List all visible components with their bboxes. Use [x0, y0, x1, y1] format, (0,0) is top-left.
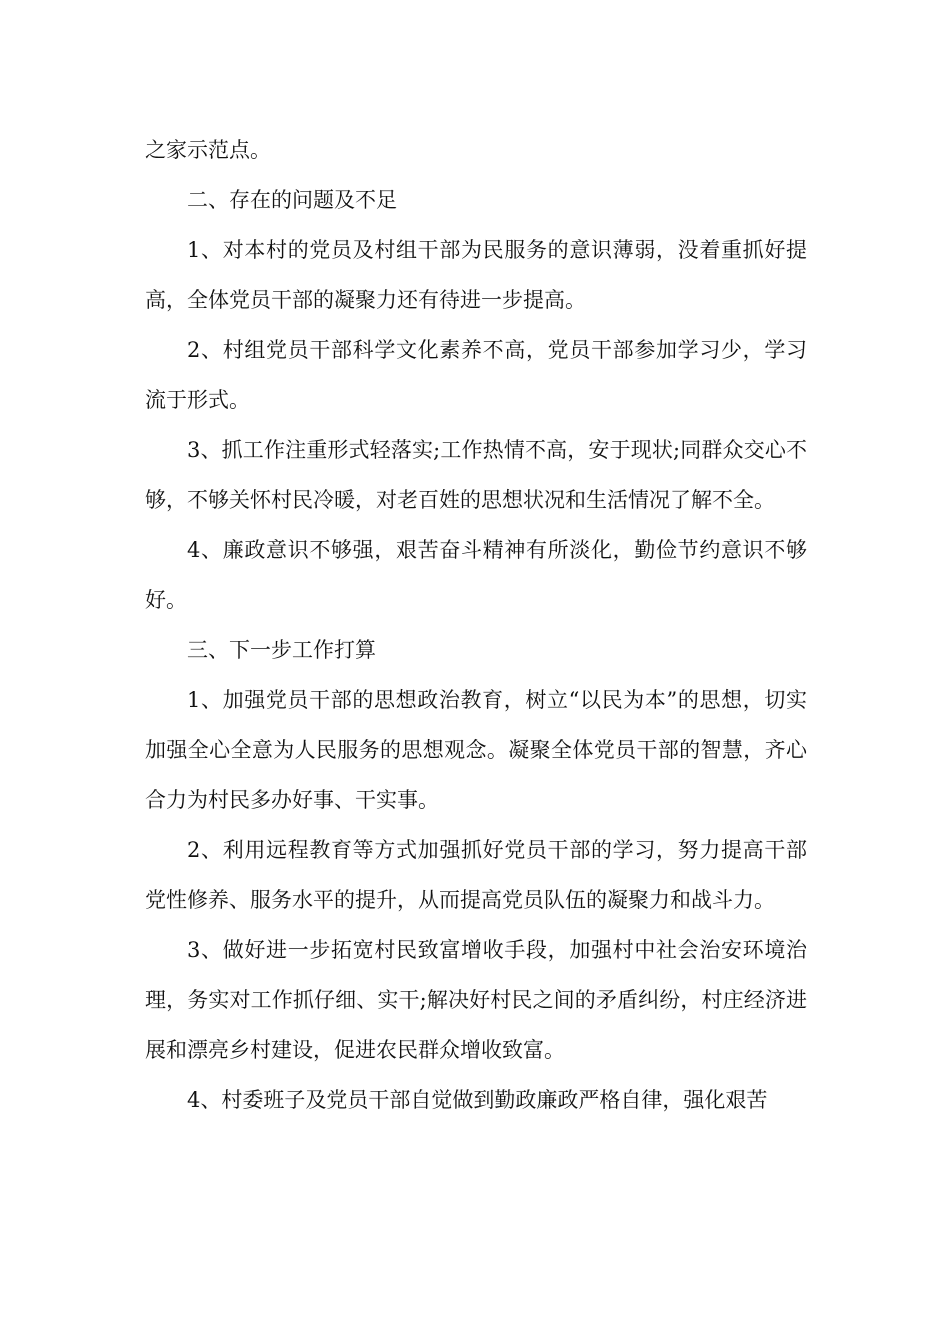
- paragraph: 4、村委班子及党员干部自觉做到勤政廉政严格自律，强化艰苦: [187, 1088, 768, 1112]
- paragraph: 1、对本村的党员及村组干部为民服务的意识薄弱，没着重抓好提高，全体党员干部的凝聚力还有待进一步提高。: [145, 238, 807, 312]
- paragraph: 3、抓工作注重形式轻落实;工作热情不高，安于现状;同群众交心不够，不够关怀村民冷暖，对老百姓的思想状况和生活情况了解不全。: [145, 438, 807, 512]
- section-heading-problems: 二、存在的问题及不足: [187, 188, 397, 212]
- paragraph: 1、加强党员干部的思想政治教育，树立“以民为本”的思想，切实加强全心全意为人民服务的思想观念。凝聚全体党员干部的智慧，齐心合力为村民多办好事、干实事。: [145, 688, 807, 812]
- document-body: [145, 125, 807, 1125]
- paragraph: 4、廉政意识不够强，艰苦奋斗精神有所淡化，勤俭节约意识不够好。: [145, 538, 807, 612]
- paragraph: 3、做好进一步拓宽村民致富增收手段，加强村中社会治安环境治理，务实对工作抓仔细、实干;解决好村民之间的矛盾纠纷，村庄经济进展和漂亮乡村建设，促进农民群众增收致富。: [145, 938, 807, 1062]
- paragraph-continuation: 之家示范点。: [145, 138, 271, 162]
- paragraph: 2、村组党员干部科学文化素养不高，党员干部参加学习少，学习流于形式。: [145, 338, 807, 412]
- paragraph: 2、利用远程教育等方式加强抓好党员干部的学习，努力提高干部党性修养、服务水平的提升，从而提高党员队伍的凝聚力和战斗力。: [145, 838, 807, 912]
- section-heading-next-steps: 三、下一步工作打算: [187, 638, 376, 662]
